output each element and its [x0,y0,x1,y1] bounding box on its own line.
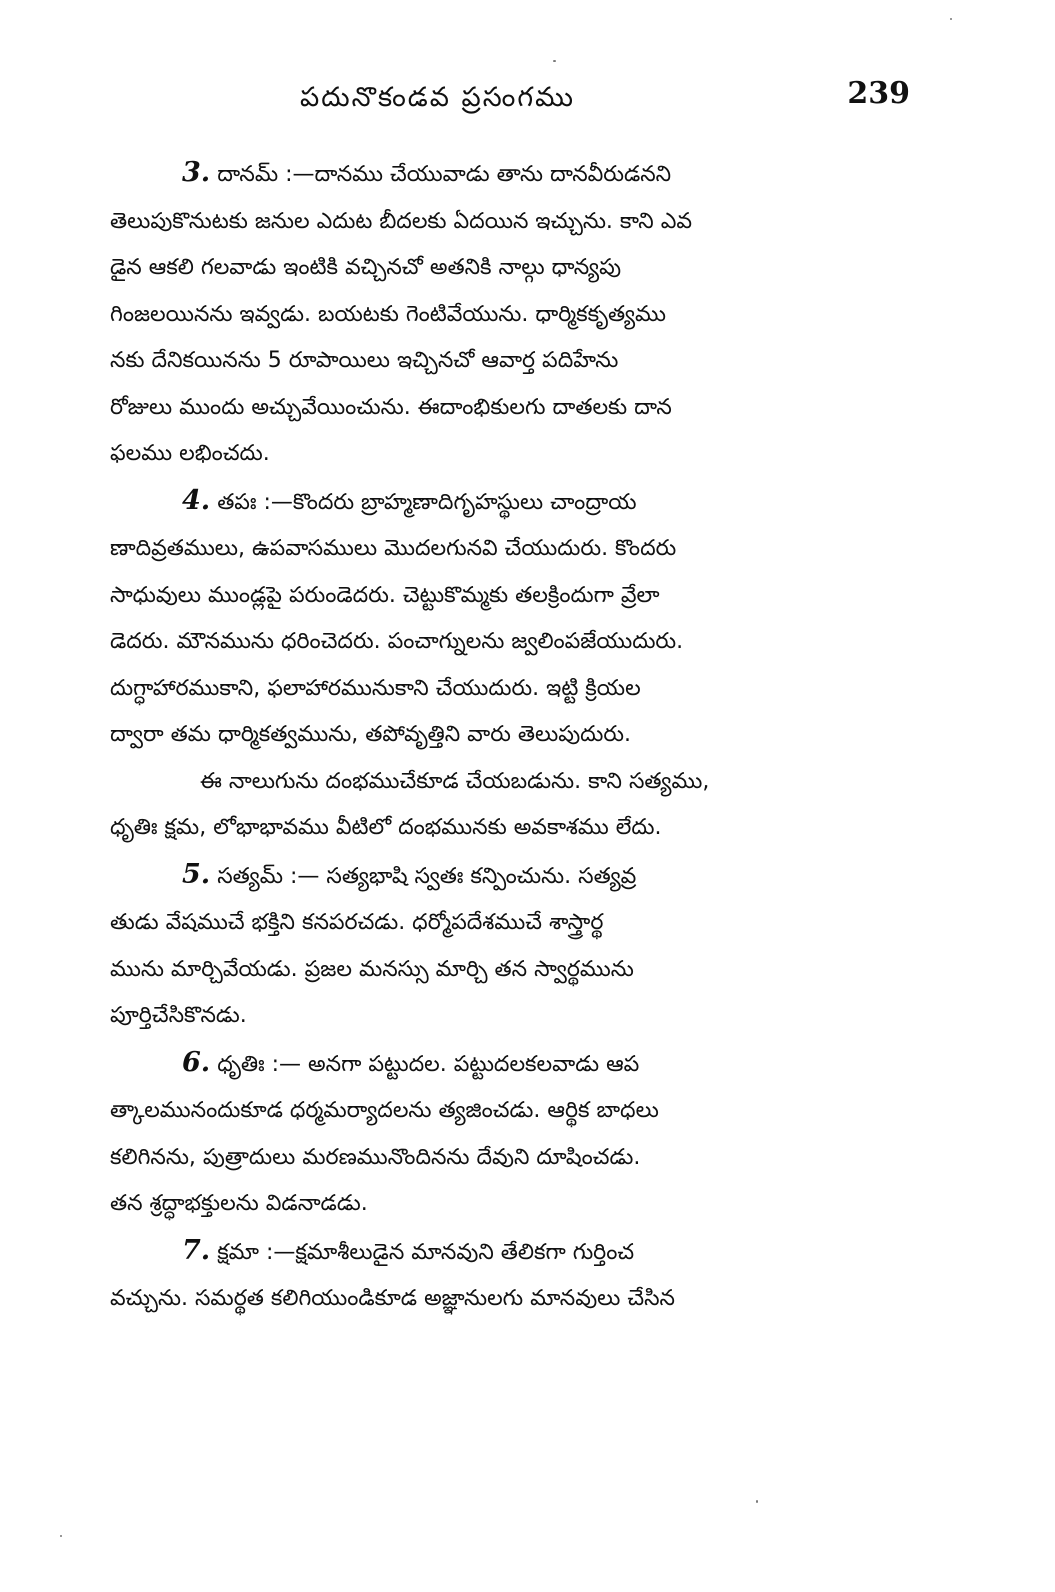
paragraph-number: 4. [182,484,211,516]
text-line: రోజులు ముందు అచ్చువేయించును. ఈదాంభికులగు దాతలకు దాన [110,394,672,420]
running-head: పదునొకండవ ప్రసంగము [300,82,576,113]
paragraph-7 [110,1228,945,1277]
text-line: క్షమా :—క్షమాశీలుడైన మానవుని తేలికగా గుర్తించ [217,1239,635,1265]
text-line: సత్యమ్ :— సత్యభాషి స్వతః కన్పించును. సత్యవ్ర [217,863,637,889]
text-line: తపః :—కొందరు బ్రాహ్మణాదిగృహస్థులు చాంద్రాయ [217,489,637,515]
text-line: డైన ఆకలి గలవాడు ఇంటికి వచ్చినచో అతనికి నాల్గు ధాన్యపు [110,255,622,280]
text-line: ధృతిః క్షమ, లోభాభావము వీటిలో దంభమునకు అవకాశము లేదు. [110,815,662,840]
text-line: కలిగినను, పుత్రాదులు మరణమునొందినను దేవుని దూషించడు. [110,1144,641,1170]
text-line: ణాదివ్రతములు, ఉపవాసములు మొదలగునవి చేయుదురు. కొందరు [110,536,677,561]
scan-speck [60,1535,62,1537]
text-line: ఈ నాలుగును దంభముచేకూడ చేయబడును. కాని సత్యము, [200,768,710,794]
scan-speck [756,1500,758,1503]
text-line: తన శ్రద్ధాభక్తులను విడనాడడు. [110,1191,368,1216]
text-line: దుగ్ధాహారముకాని, ఫలాహారమునుకాని చేయుదురు. ఇట్టి క్రియల [110,675,641,701]
body-text [110,150,945,1323]
paragraph-number: 7. [182,1234,211,1266]
paragraph-5 [110,852,945,901]
page-header [110,76,910,126]
scan-speck [950,18,952,20]
text-line: గింజలయినను ఇవ్వడు. బయటకు గెంటివేయును. ధార్మికకృత్యము [110,301,666,327]
scan-speck [553,60,556,62]
page-number: 239 [847,76,910,111]
text-line: ద్వారా తమ ధార్మికత్వమును, తపోవృత్తిని వారు తెలుపుదురు. [110,722,631,747]
paragraph-number: 6. [182,1046,211,1078]
text-line: సాధువులు ముండ్లపై పరుండెదరు. చెట్టుకొమ్మకు తలక్రిందుగా వ్రేలా [110,582,660,608]
paragraph-summary [110,759,945,806]
text-line: ఫలము లభించదు. [110,441,270,466]
paragraph-number: 5. [182,858,211,890]
paragraph-4 [110,478,945,527]
paragraph-number: 3. [182,157,211,188]
paragraph-3 [110,150,945,199]
text-line: నకు దేనికయినను 5 రూపాయిలు ఇచ్చినచో ఆవార్త పదిహేను [110,348,619,373]
text-line: ధృతిః :— అనగా పట్టుదల. పట్టుదలకలవాడు ఆప [217,1051,640,1077]
text-line: డెదరు. మౌనమును ధరించెదరు. పంచాగ్నులను జ్వలింపజేయుదురు. [110,629,684,654]
text-line: పూర్తిచేసికొనడు. [110,1003,247,1028]
text-line: తుడు వేషముచే భక్తిని కనపరచడు. ధర్మోపదేశముచే శాస్త్రార్థ [110,910,604,935]
text-line: మును మార్చివేయడు. ప్రజల మనస్సు మార్చి తన స్వార్థమును [110,956,634,982]
paragraph-6 [110,1040,945,1089]
text-line: తెలుపుకొనుటకు జనుల ఎదుట బీదలకు ఏదయిన ఇచ్చును. కాని ఎవ [110,208,693,234]
text-line: వచ్చును. సమర్థత కలిగియుండికూడ అజ్ఞానులగు మానవులు చేసిన [110,1286,675,1311]
text-line: త్కాలమునందుకూడ ధర్మమర్యాదలను త్యజించడు. ఆర్థిక బాధలు [110,1098,659,1123]
text-line: దానమ్ :—దానము చేయువాడు తాను దానవీరుడనని [217,162,672,187]
